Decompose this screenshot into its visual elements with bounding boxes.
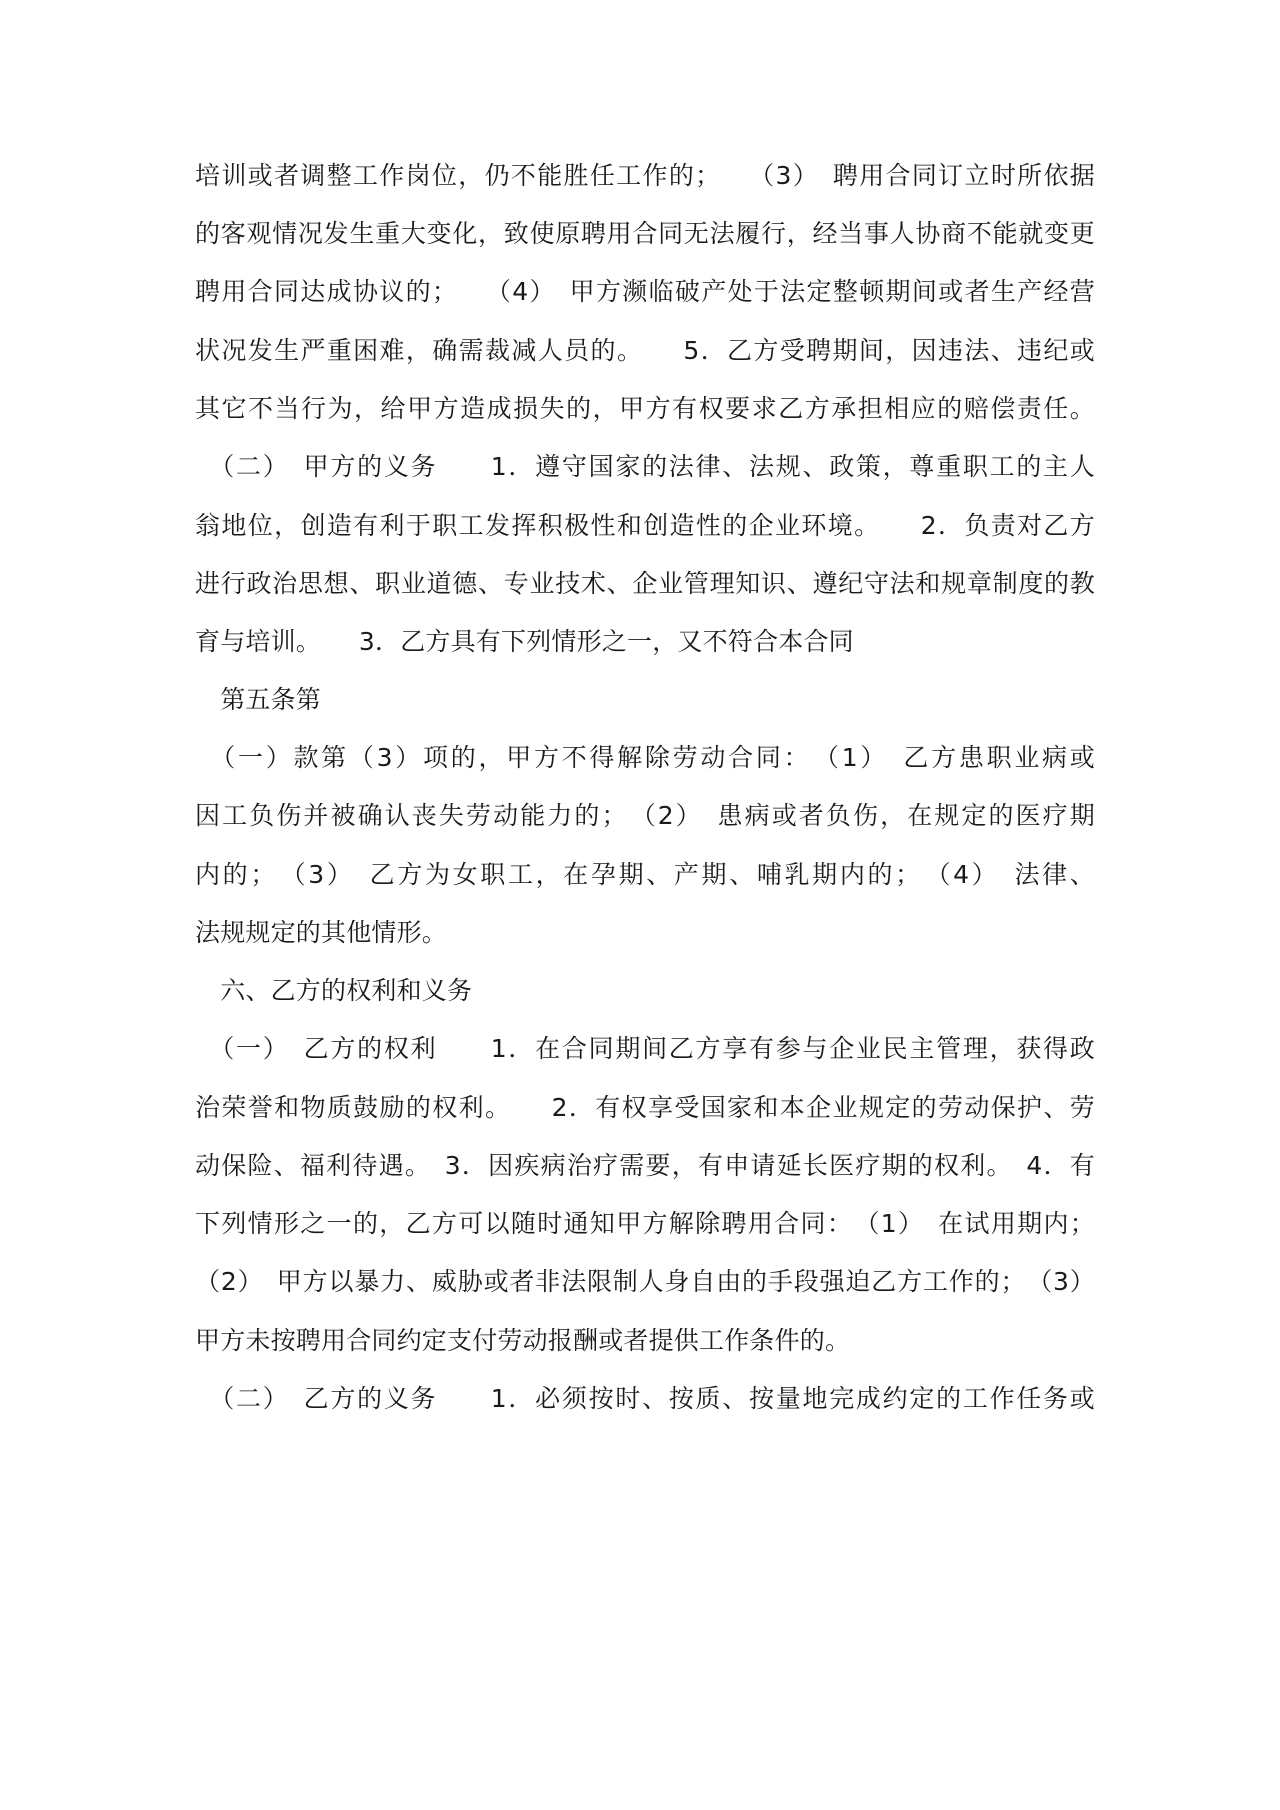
text-line: 进行政治思想、职业道德、专业技术、企业管理知识、遵纪守法和规章制度的教 <box>195 569 1095 598</box>
text-line: 其它不当行为，给甲方造成损失的，甲方有权要求乙方承担相应的赔偿责任。 <box>195 394 1095 423</box>
text-line: 内的； （3） 乙方为女职工，在孕期、产期、哺乳期内的； （4） 法律、 <box>195 860 1095 889</box>
text-line: 治荣誉和物质鼓励的权利。 2．有权享受国家和本企业规定的劳动保护、劳 <box>195 1093 1095 1122</box>
text-line: 翁地位，创造有利于职工发挥积极性和创造性的企业环境。 2．负责对乙方 <box>195 511 1095 540</box>
text-line: 下列情形之一的，乙方可以随时通知甲方解除聘用合同： （1） 在试用期内； <box>195 1209 1095 1238</box>
text-line: 聘用合同达成协议的； （4） 甲方濒临破产处于法定整顿期间或者生产经营 <box>195 277 1095 306</box>
text-line: 的客观情况发生重大变化，致使原聘用合同无法履行，经当事人协商不能就变更 <box>195 219 1095 248</box>
text-line: （二） 乙方的义务 1．必须按时、按质、按量地完成约定的工作任务或 <box>195 1384 1095 1413</box>
text-line: （一）款第（3）项的，甲方不得解除劳动合同： （1） 乙方患职业病或 <box>195 743 1095 772</box>
text-line: 培训或者调整工作岗位，仍不能胜任工作的； （3） 聘用合同订立时所依据 <box>195 161 1095 190</box>
text-line: （二） 甲方的义务 1．遵守国家的法律、法规、政策，尊重职工的主人 <box>195 452 1095 481</box>
text-line: 甲方未按聘用合同约定支付劳动报酬或者提供工作条件的。 <box>195 1326 851 1355</box>
section-heading: 第五条第 <box>195 685 322 714</box>
text-line: （2） 甲方以暴力、威胁或者非法限制人身自由的手段强迫乙方工作的； （3） <box>195 1267 1095 1296</box>
text-line: （一） 乙方的权利 1．在合同期间乙方享有参与企业民主管理，获得政 <box>195 1034 1095 1063</box>
text-line: 法规规定的其他情形。 <box>195 918 448 947</box>
text-line: 状况发生严重困难，确需裁减人员的。 5．乙方受聘期间，因违法、违纪或 <box>195 336 1095 365</box>
text-line: 因工负伤并被确认丧失劳动能力的； （2） 患病或者负伤，在规定的医疗期 <box>195 801 1095 830</box>
section-heading: 六、乙方的权利和义务 <box>195 976 473 1005</box>
text-line: 育与培训。 3．乙方具有下列情形之一，又不符合本合同 <box>195 627 854 656</box>
text-line: 动保险、福利待遇。 3．因疾病治疗需要，有申请延长医疗期的权利。 4．有 <box>195 1151 1095 1180</box>
